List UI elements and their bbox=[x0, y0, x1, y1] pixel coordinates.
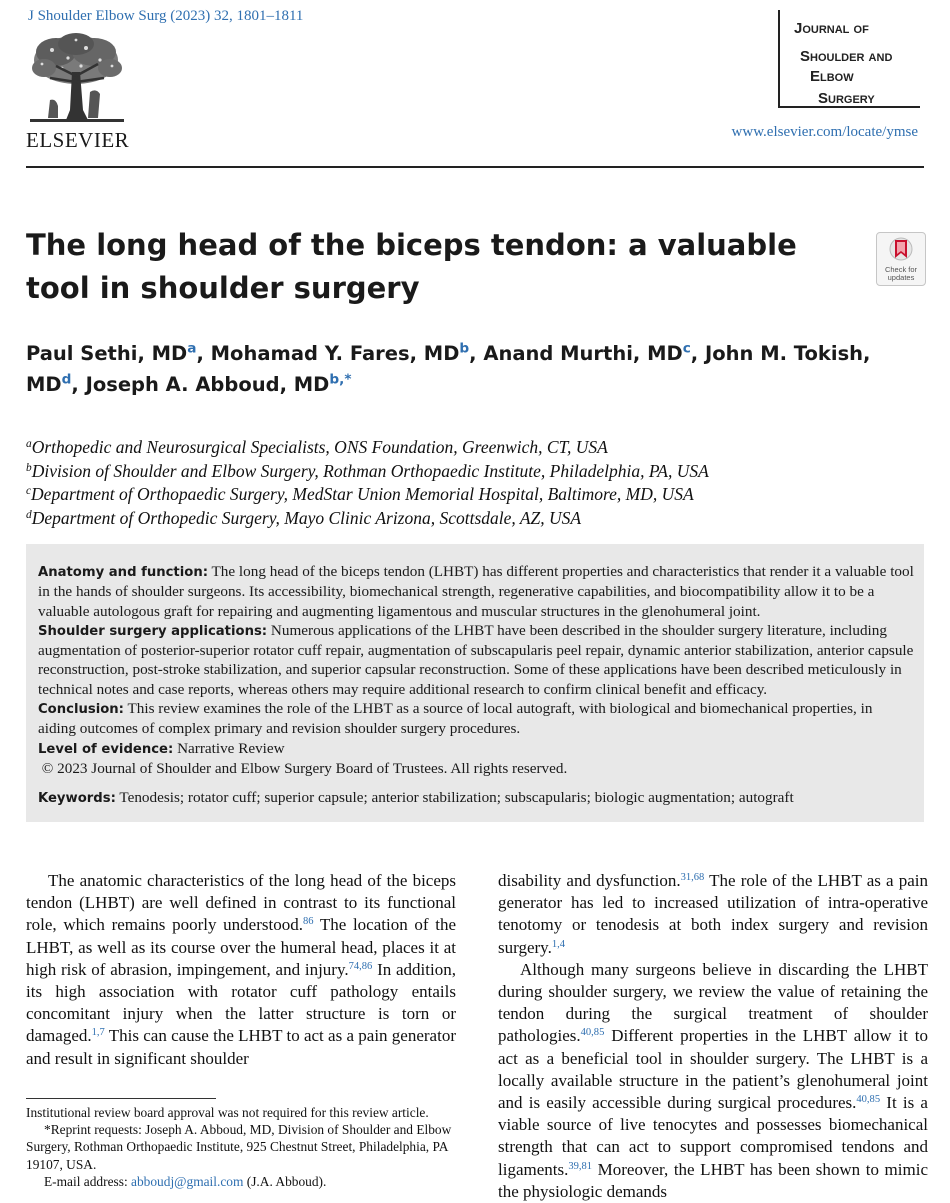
author-name: John M. Tokish, MD bbox=[26, 342, 871, 396]
journal-masthead bbox=[778, 10, 920, 108]
body-text: The anatomic characteristics of the long head of the biceps tendon (LHBT) are well defined in contrast to its functional role, which remains poorly understood. bbox=[26, 871, 456, 935]
check-for-updates-label: Check for updates bbox=[884, 265, 918, 282]
body-text: In addition, its high association with rotator cuff pathology entails concomitant injury when the latter structure is torn or damaged. bbox=[26, 959, 456, 1046]
header-divider bbox=[26, 166, 924, 168]
email-label: E-mail address: bbox=[44, 1173, 128, 1189]
author-separator: , bbox=[71, 373, 86, 396]
abstract-section-label: Level of evidence: bbox=[38, 741, 174, 757]
affiliation-mark: d bbox=[26, 508, 32, 521]
footnotes bbox=[26, 1104, 458, 1190]
body-text: Moreover, the LHBT has been shown to mimic the physiologic demands bbox=[498, 1159, 928, 1201]
affiliation-text: Orthopedic and Neurosurgical Specialists, ONS Foundation, Greenwich, CT, USA bbox=[31, 437, 608, 457]
abstract-section bbox=[38, 562, 914, 621]
abstract-section-label: Anatomy and function: bbox=[38, 565, 208, 580]
reprint-note: *Reprint requests: Joseph A. Abboud, MD, Division of Shoulder and Elbow Surgery, Rothman Orthopaedic Institute, 925 Chestnut Street, Philadelphia, PA 19107, USA. bbox=[26, 1122, 452, 1172]
footnote-divider bbox=[26, 1098, 216, 1099]
author-name: Mohamad Y. Fares, MD bbox=[210, 342, 460, 365]
abstract-section-text: Narrative Review bbox=[177, 739, 285, 757]
keywords-label: Keywords: bbox=[38, 791, 116, 807]
author-email-link[interactable]: abboudj@gmail.com bbox=[131, 1173, 244, 1189]
body-text: This can cause the LHBT to act as a pain generator and result in significant shoulder bbox=[26, 1026, 456, 1068]
citation-link[interactable]: 40,85 bbox=[580, 1027, 605, 1039]
keywords-line bbox=[38, 788, 914, 808]
abstract-section-text: Numerous applications of the LHBT have been described in the shoulder surgery literature, including augmentation of posterior-superior rotator cuff repair, augmentation of subscapularis peel repair, dynamic anterior stabilization, anterior capsule reconstruction, post-stroke stabilization, and superior capsular reconstruction. Some of these applications have been described meticulously in technical notes and case reports, whereas others may require additional research to confirm clinical benefit and efficacy. bbox=[38, 621, 914, 698]
elsevier-tree-logo bbox=[26, 30, 128, 126]
abstract-panel bbox=[26, 544, 924, 822]
abstract-section bbox=[38, 739, 914, 759]
intro-paragraph-2 bbox=[498, 959, 928, 1203]
abstract-section-label: Shoulder surgery applications: bbox=[38, 623, 268, 639]
citation-link[interactable]: 39,81 bbox=[568, 1160, 593, 1172]
affiliation-item bbox=[26, 507, 709, 531]
abstract-section bbox=[38, 621, 914, 699]
abstract-sections bbox=[38, 562, 914, 759]
email-suffix: (J.A. Abboud). bbox=[246, 1173, 327, 1189]
author-name: Joseph A. Abboud, MD bbox=[85, 373, 330, 396]
affiliation-item bbox=[26, 460, 709, 484]
author-affiliation-link[interactable]: a bbox=[187, 340, 197, 357]
intro-paragraph-1 bbox=[26, 870, 456, 1070]
irb-note: Institutional review board approval was not required for this review article. bbox=[26, 1105, 429, 1120]
author-separator: , bbox=[196, 342, 211, 365]
abstract-section-text: The long head of the biceps tendon (LHBT) has different properties and characteristics that render it a valuable tool in the hands of shoulder surgeons. Its accessibility, biomechanical strength, regenerative capabilities, and biocompatibility allow it to be a valuable autologous graft for repairing and augmenting ligamentous and muscular structures in the glenohumeral joint. bbox=[38, 563, 914, 620]
abstract-section-label: Conclusion: bbox=[38, 702, 124, 718]
author-affiliation-link[interactable]: c bbox=[682, 340, 691, 357]
citation-link[interactable]: 86 bbox=[302, 916, 314, 928]
journal-citation: J Shoulder Elbow Surg (2023) 32, 1801–1811 bbox=[28, 8, 304, 24]
affiliation-mark: b bbox=[26, 461, 32, 474]
affiliation-item bbox=[26, 483, 709, 507]
intro-paragraph-1-continued bbox=[498, 870, 928, 959]
bookmark-ribbon-icon bbox=[877, 233, 925, 267]
body-column-right bbox=[498, 870, 928, 1203]
citation-link[interactable]: 31,68 bbox=[680, 872, 705, 884]
journal-name-line-3: Elbow bbox=[810, 68, 854, 85]
author-separator: , bbox=[690, 342, 705, 365]
author-name: Anand Murthi, MD bbox=[483, 342, 683, 365]
affiliation-text: Department of Orthopedic Surgery, Mayo Clinic Arizona, Scottsdale, AZ, USA bbox=[31, 507, 582, 528]
affiliation-item bbox=[26, 436, 709, 460]
article-title: The long head of the biceps tendon: a valuable tool in shoulder surgery bbox=[26, 228, 797, 305]
publisher-name: ELSEVIER bbox=[26, 128, 130, 152]
body-text: disability and dysfunction. bbox=[498, 871, 681, 890]
author-affiliation-link[interactable]: b bbox=[459, 340, 470, 357]
keywords-text: Tenodesis; rotator cuff; superior capsule; anterior stabilization; subscapularis; biologic augmentation; autograft bbox=[119, 789, 794, 807]
abstract-section-text: This review examines the role of the LHBT as a source of local autograft, with biological and biomechanical properties, in aiding outcomes of complex primary and revision shoulder surgery procedures. bbox=[38, 700, 873, 738]
citation-link[interactable]: 1,7 bbox=[91, 1027, 105, 1039]
affiliation-mark: c bbox=[26, 484, 32, 497]
author-affiliation-link[interactable]: d bbox=[61, 371, 72, 388]
body-text: Although many surgeons believe in discarding the LHBT during shoulder surgery, we review the value of retaining the tendon during the surgical treatment of shoulder pathologies. bbox=[498, 959, 928, 1046]
affiliation-text: Department of Orthopaedic Surgery, MedStar Union Memorial Hospital, Baltimore, MD, USA bbox=[31, 484, 694, 504]
affiliation-text: Division of Shoulder and Elbow Surgery, Rothman Orthopaedic Institute, Philadelphia, PA, USA bbox=[31, 460, 709, 481]
author-name: Paul Sethi, MD bbox=[26, 342, 188, 365]
body-text: Different properties in the LHBT allow it to act as a beneficial tool in shoulder surgery. The LHBT is a locally available structure in the patient’s glenohumeral joint and is easily accessible during surgical procedures. bbox=[498, 1026, 928, 1113]
abstract-section bbox=[38, 699, 914, 739]
body-text: The role of the LHBT as a pain generator has led to increased utilization of intra-operative tenotomy or tenodesis at both index surgery and revision surgery. bbox=[498, 871, 928, 957]
citation-link[interactable]: 40,85 bbox=[856, 1094, 881, 1106]
body-column-left bbox=[26, 870, 456, 1070]
citation-link[interactable]: 74,86 bbox=[348, 961, 373, 973]
affiliation-list bbox=[26, 436, 709, 530]
copyright-line: © 2023 Journal of Shoulder and Elbow Surgery Board of Trustees. All rights reserved. bbox=[41, 759, 568, 777]
email-note bbox=[26, 1173, 458, 1190]
body-text: It is a viable source of live tenocytes and possesses biomechanical strength that can act to support compromised tendons and ligaments. bbox=[498, 1093, 928, 1179]
author-separator: , bbox=[469, 342, 484, 365]
body-text: The location of the LHBT, as well as its course over the humeral head, places it at high risk of abrasion, impingement, and injury. bbox=[26, 915, 456, 979]
journal-name-line-2: Shoulder and bbox=[800, 48, 893, 65]
journal-name-line-4: Surgery bbox=[818, 90, 875, 107]
citation-link[interactable]: 1,4 bbox=[551, 938, 565, 950]
author-list bbox=[26, 338, 926, 400]
journal-name-line-1: Journal of bbox=[794, 20, 869, 37]
affiliation-mark: a bbox=[26, 437, 32, 450]
check-for-updates-button[interactable] bbox=[876, 232, 924, 284]
author-affiliation-link[interactable]: b,* bbox=[329, 371, 352, 388]
journal-url-link[interactable]: www.elsevier.com/locate/ymse bbox=[731, 124, 918, 140]
